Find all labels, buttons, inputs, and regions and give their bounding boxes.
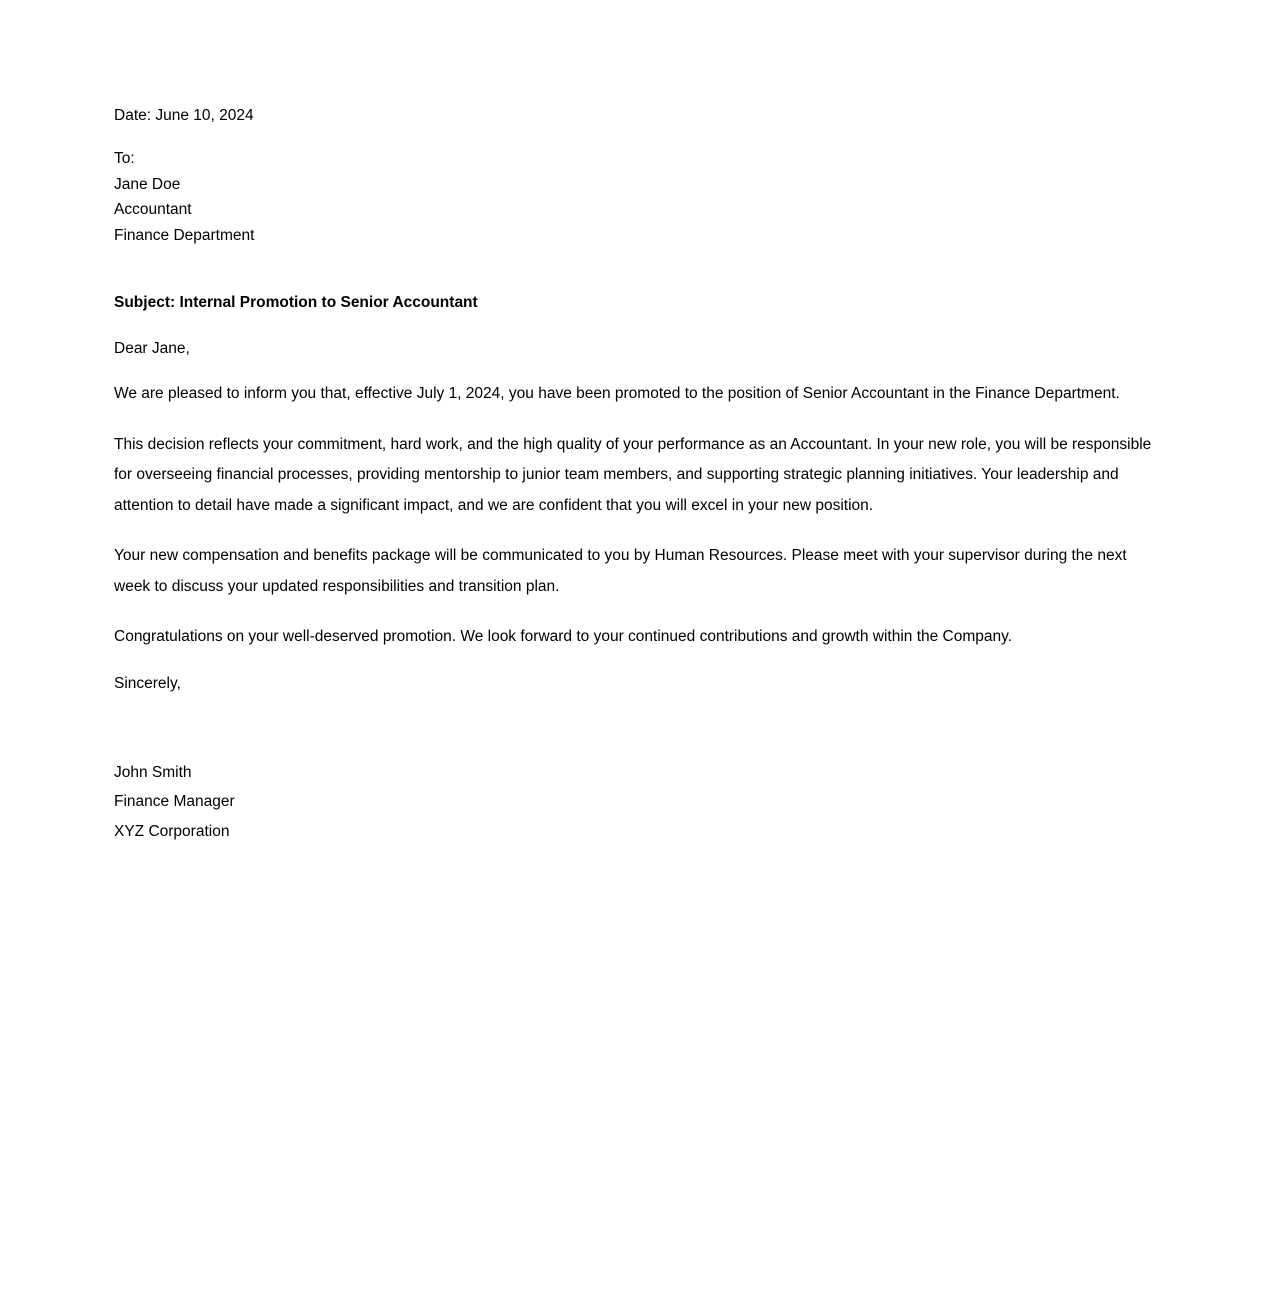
signature-block	[114, 758, 1160, 847]
recipient-title: Accountant	[114, 201, 192, 218]
recipient-address-block	[114, 146, 1160, 248]
body-paragraph-1: We are pleased to inform you that, effective July 1, 2024, you have been promoted to the position of Senior Accountant in the Finance Department.	[114, 385, 1120, 402]
closing-line: Sincerely,	[114, 674, 181, 692]
salutation: Dear Jane,	[114, 340, 190, 357]
signer-name: John Smith	[114, 763, 192, 781]
subject-line: Subject: Internal Promotion to Senior Accountant	[114, 294, 478, 311]
body-paragraph-2: This decision reflects your commitment, hard work, and the high quality of your performance as an Accountant. In your new role, you will be responsible for overseeing financial processes, providing mentorship to junior team members, and supporting strategic planning initiatives. Your leadership and attention to detail have made a significant impact, and we are confident that you will excel in your new position.	[114, 435, 1152, 514]
letter-body	[114, 105, 1160, 846]
signature-space	[114, 694, 1160, 758]
signer-title: Finance Manager	[114, 793, 235, 810]
signer-company: XYZ Corporation	[114, 822, 230, 840]
date-line: Date: June 10, 2024	[114, 107, 254, 124]
body-paragraph-4: Congratulations on your well-deserved promotion. We look forward to your continued contributions and growth within the Company.	[114, 628, 1013, 645]
recipient-name: Jane Doe	[114, 175, 181, 193]
recipient-to-label: To:	[114, 150, 135, 167]
body-paragraph-3: Your new compensation and benefits package will be communicated to you by Human Resources. Please meet with your supervisor during the next week to discuss your updated responsibilities and transition plan.	[114, 547, 1127, 595]
recipient-department: Finance Department	[114, 226, 255, 244]
